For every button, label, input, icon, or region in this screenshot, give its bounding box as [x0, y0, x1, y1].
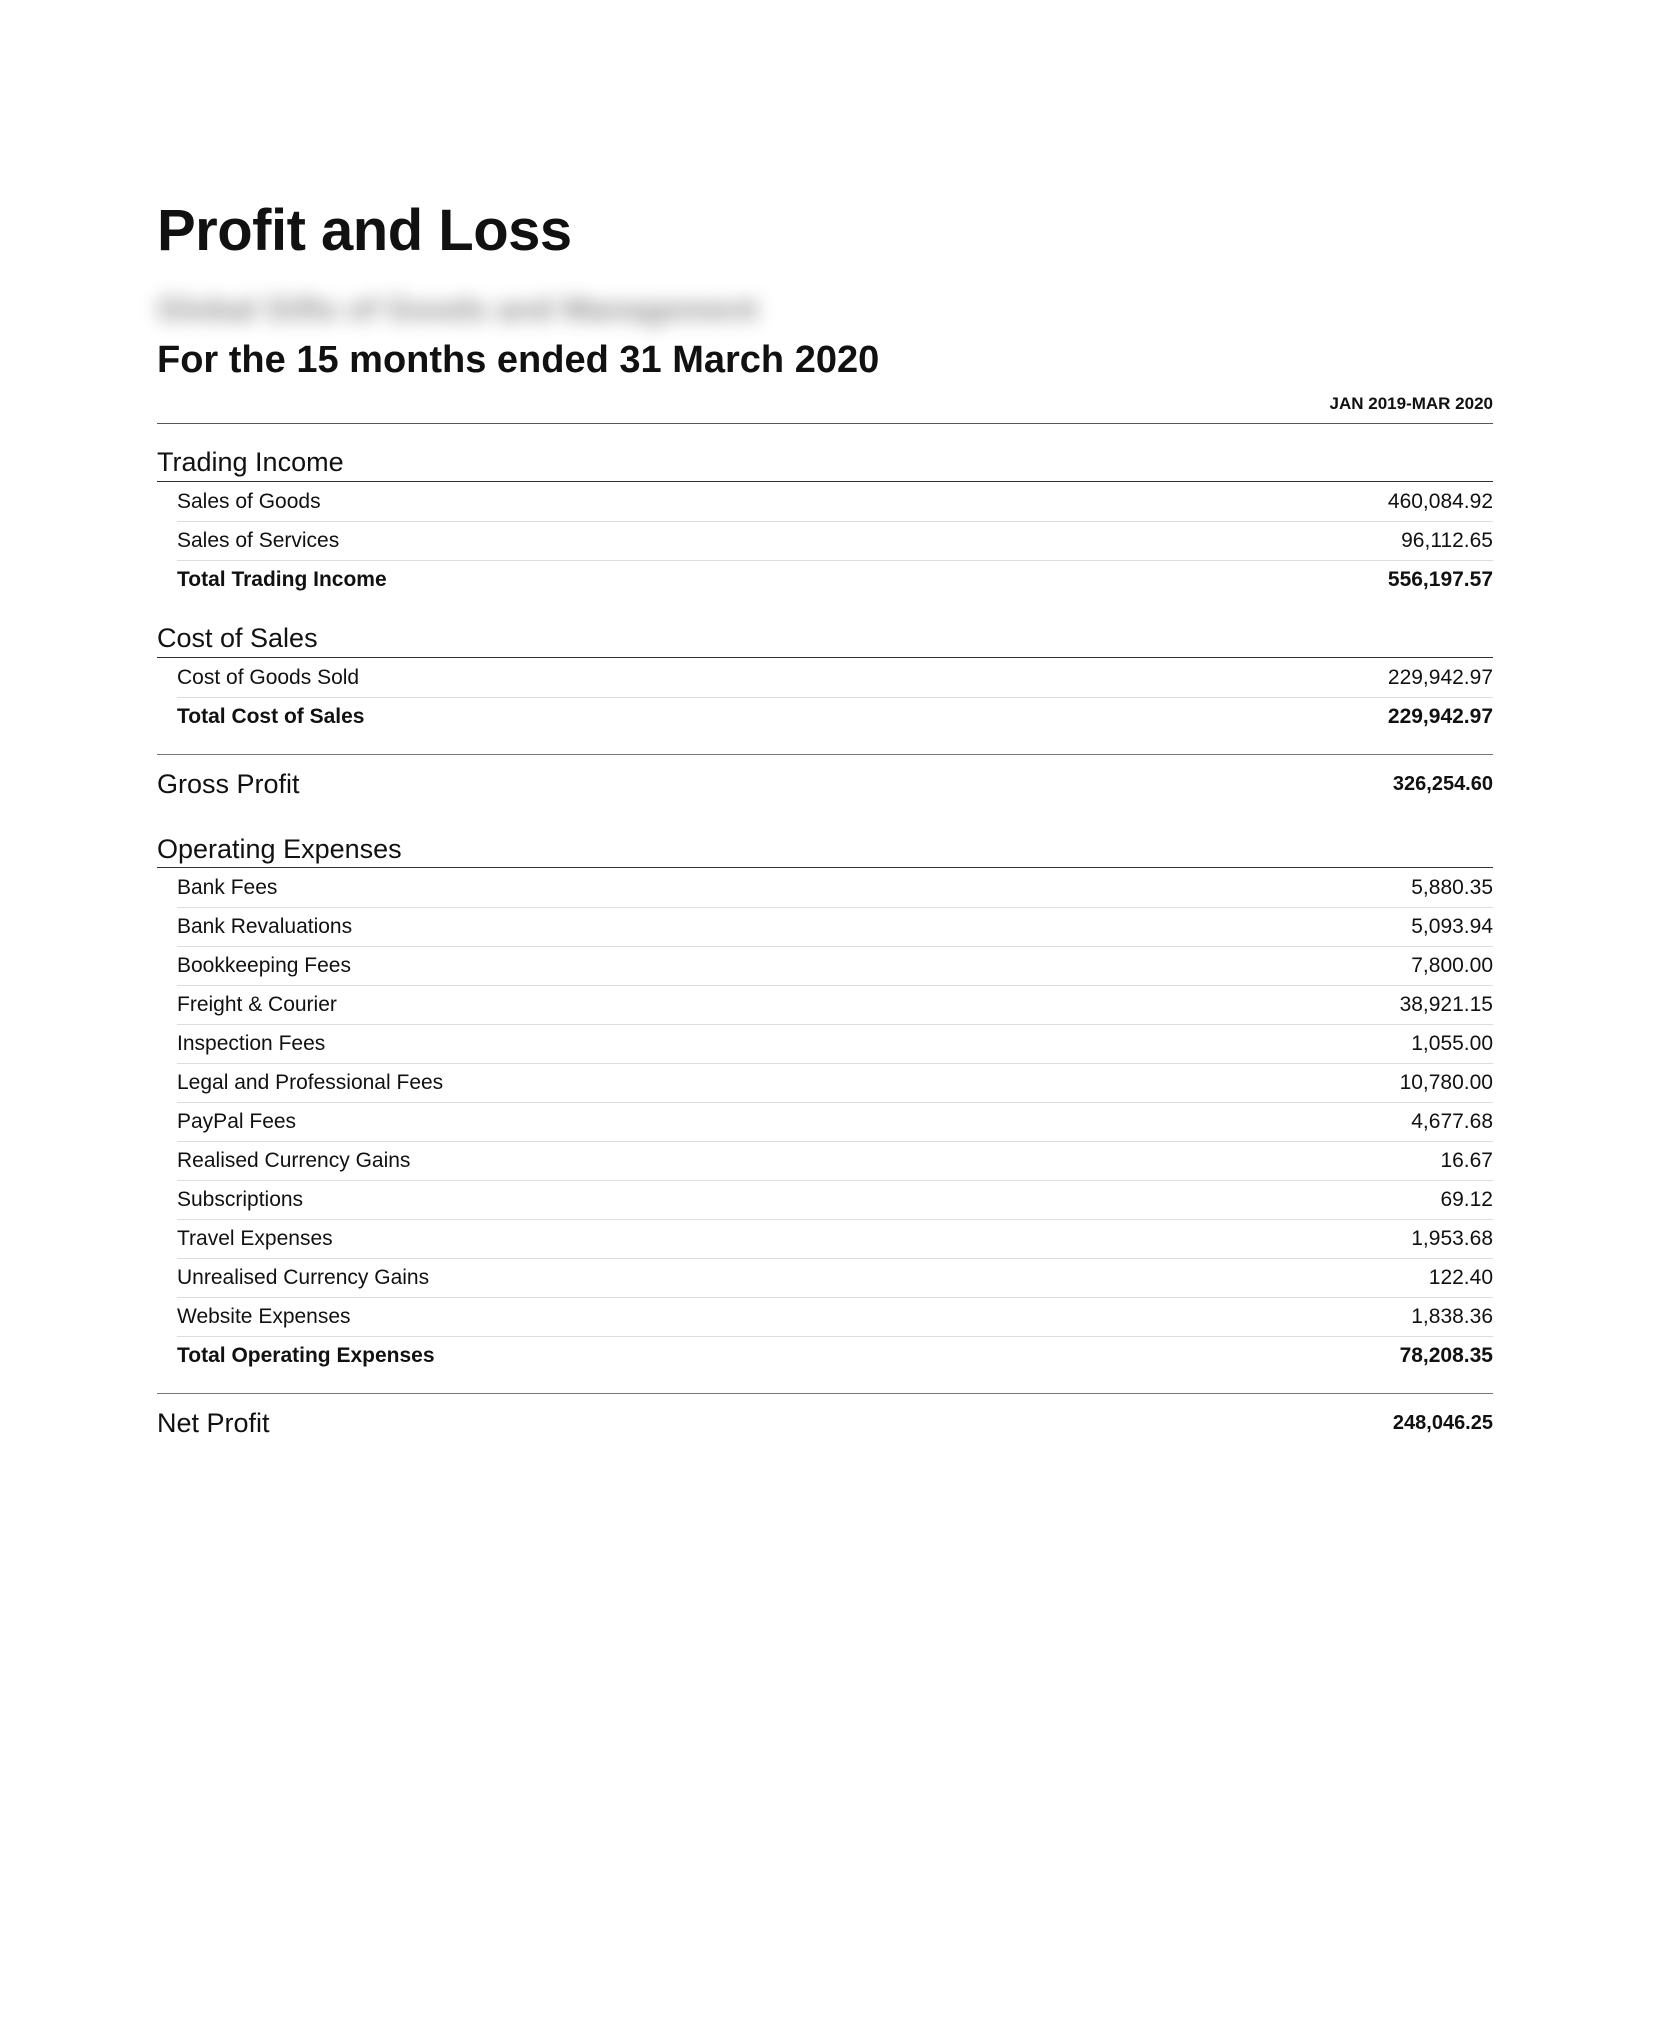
- row-label: PayPal Fees: [177, 1110, 297, 1133]
- header-divider: [157, 423, 1493, 424]
- total-row: [177, 697, 1493, 736]
- column-header-period: JAN 2019-MAR 2020: [1329, 394, 1493, 413]
- row-value: 122.40: [1428, 1266, 1493, 1289]
- row-value: 7,800.00: [1411, 954, 1493, 977]
- row-value: 4,677.68: [1411, 1110, 1493, 1133]
- row-value: 460,084.92: [1387, 490, 1493, 513]
- row-label: Bank Revaluations: [177, 915, 353, 938]
- gross-profit-label: Gross Profit: [157, 769, 300, 799]
- table-row: [177, 1297, 1493, 1337]
- net-profit-row: [157, 1403, 1493, 1443]
- row-value: 16.67: [1440, 1149, 1493, 1172]
- row-label: Freight & Courier: [177, 993, 337, 1016]
- table-row: [177, 946, 1493, 986]
- gross-profit-row: [157, 764, 1493, 804]
- row-label: Travel Expenses: [177, 1227, 333, 1250]
- row-label: Bank Fees: [177, 876, 278, 899]
- row-value: 5,880.35: [1411, 876, 1493, 899]
- summary-divider: [157, 754, 1493, 755]
- table-row: [177, 1102, 1493, 1142]
- report-period: For the 15 months ended 31 March 2020: [157, 339, 880, 381]
- total-row: [177, 560, 1493, 599]
- section-title-trading-income: Trading Income: [157, 447, 344, 477]
- gross-profit-value: 326,254.60: [1392, 773, 1493, 795]
- row-value: 1,055.00: [1411, 1032, 1493, 1055]
- row-label: Realised Currency Gains: [177, 1149, 411, 1172]
- row-value: 229,942.97: [1387, 666, 1493, 689]
- row-label: Sales of Services: [177, 529, 340, 552]
- section-title-operating-expenses: Operating Expenses: [157, 834, 402, 864]
- organization-name-redacted: Global Gifts of Goods and Management: [157, 291, 758, 327]
- table-row: [177, 1258, 1493, 1298]
- total-value: 78,208.35: [1399, 1344, 1493, 1367]
- total-label: Total Cost of Sales: [177, 705, 365, 728]
- row-label: Bookkeeping Fees: [177, 954, 351, 977]
- total-row: [177, 1336, 1493, 1375]
- report-page: [157, 0, 1493, 2043]
- row-label: Cost of Goods Sold: [177, 666, 360, 689]
- table-row: [177, 1219, 1493, 1259]
- row-label: Sales of Goods: [177, 490, 321, 513]
- row-label: Legal and Professional Fees: [177, 1071, 444, 1094]
- row-value: 5,093.94: [1411, 915, 1493, 938]
- table-row: [177, 868, 1493, 908]
- table-row: [177, 482, 1493, 522]
- summary-divider: [157, 1393, 1493, 1394]
- total-label: Total Trading Income: [177, 568, 387, 591]
- row-value: 10,780.00: [1399, 1071, 1493, 1094]
- row-value: 1,953.68: [1411, 1227, 1493, 1250]
- total-value: 556,197.57: [1387, 568, 1493, 591]
- section-title-cost-of-sales: Cost of Sales: [157, 623, 318, 653]
- report-title: Profit and Loss: [157, 198, 572, 263]
- table-row: [177, 1180, 1493, 1220]
- net-profit-label: Net Profit: [157, 1408, 270, 1438]
- total-value: 229,942.97: [1387, 705, 1493, 728]
- table-row: [177, 907, 1493, 947]
- row-label: Subscriptions: [177, 1188, 304, 1211]
- row-label: Website Expenses: [177, 1305, 351, 1328]
- net-profit-value: 248,046.25: [1392, 1412, 1493, 1434]
- table-row: [177, 1063, 1493, 1103]
- table-row: [177, 985, 1493, 1025]
- row-value: 69.12: [1440, 1188, 1493, 1211]
- table-row: [177, 658, 1493, 698]
- row-value: 1,838.36: [1411, 1305, 1493, 1328]
- row-label: Inspection Fees: [177, 1032, 326, 1055]
- total-label: Total Operating Expenses: [177, 1344, 435, 1367]
- row-label: Unrealised Currency Gains: [177, 1266, 430, 1289]
- table-row: [177, 1141, 1493, 1181]
- table-row: [177, 1024, 1493, 1064]
- row-value: 38,921.15: [1399, 993, 1493, 1016]
- row-value: 96,112.65: [1401, 529, 1493, 552]
- table-row: [177, 521, 1493, 561]
